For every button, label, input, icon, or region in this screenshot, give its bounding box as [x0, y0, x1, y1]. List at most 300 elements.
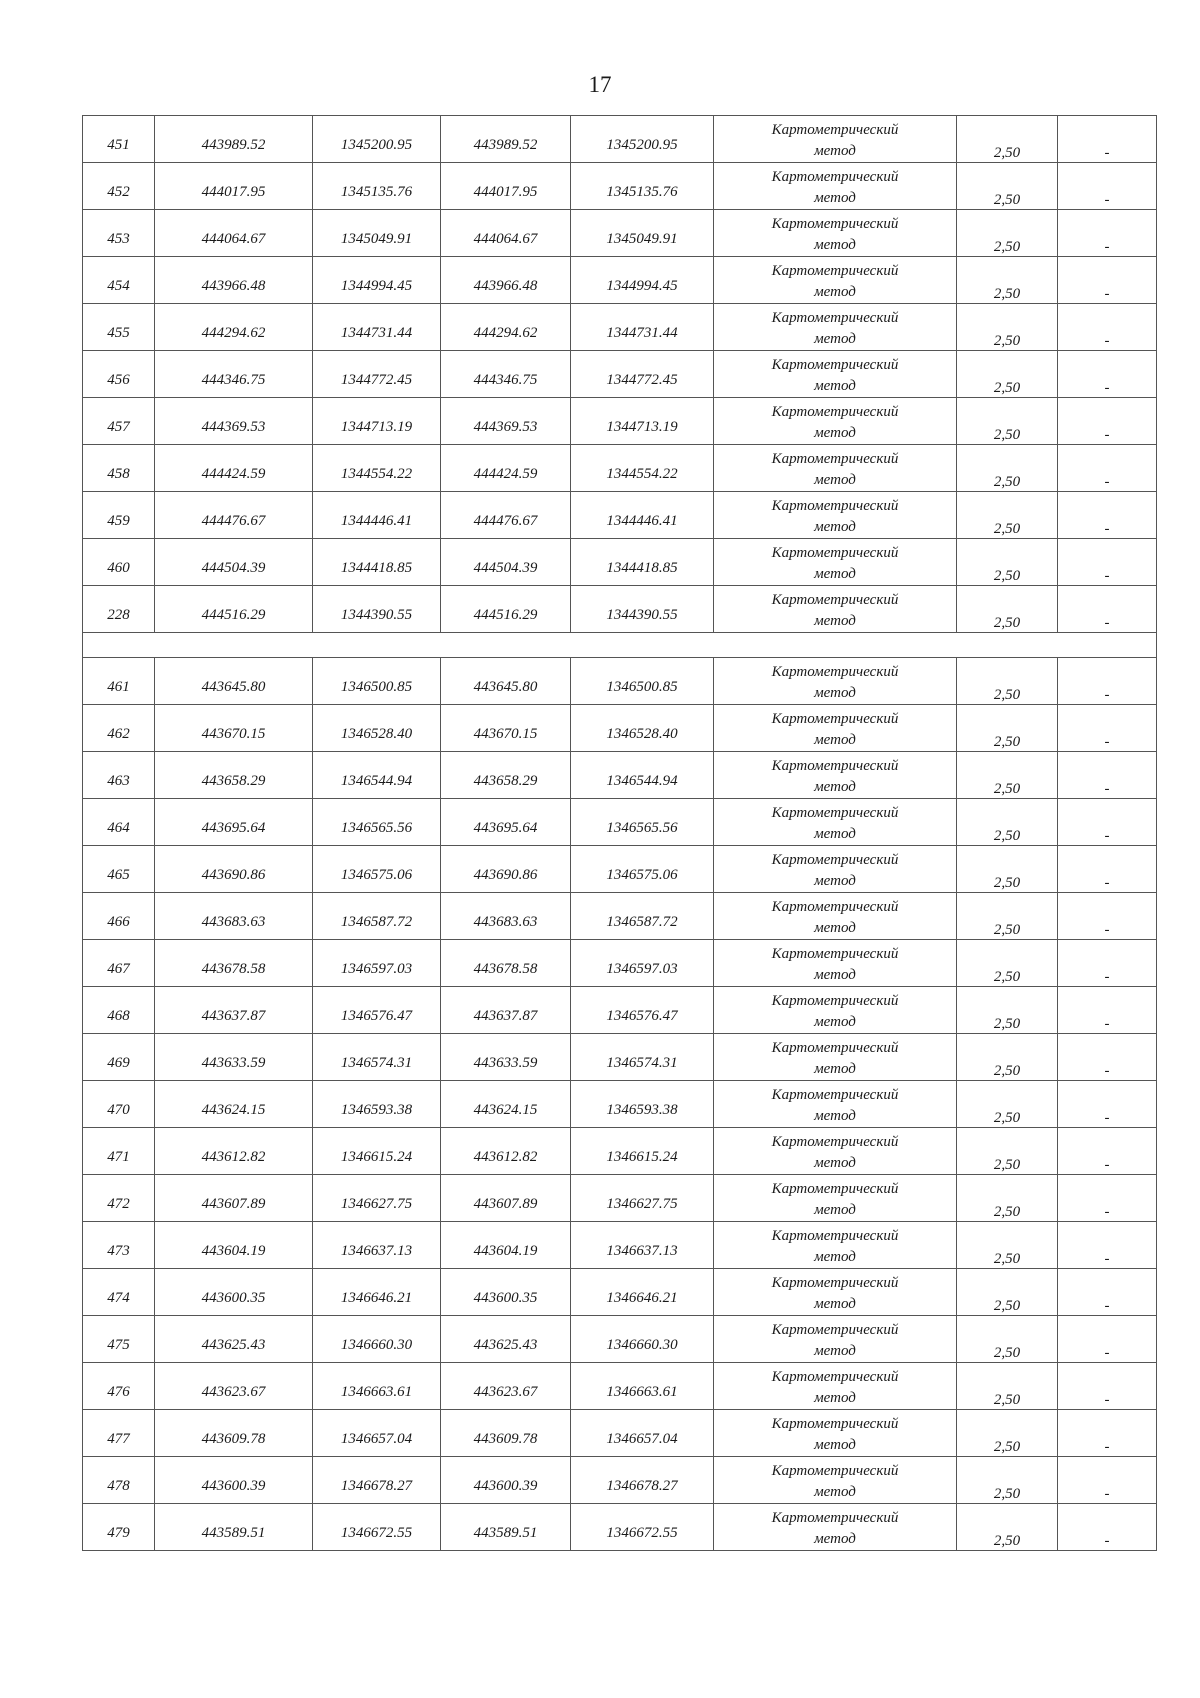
point-number-cell	[83, 1222, 155, 1269]
y-refined-cell-text: 1346576.47	[606, 1008, 678, 1024]
error-cell-text: 2,50	[993, 521, 1021, 537]
error-cell-text: 2,50	[993, 1533, 1021, 1549]
method-cell	[714, 1128, 957, 1175]
y-refined-cell	[571, 1269, 714, 1316]
y-existing-cell	[313, 492, 441, 539]
x-existing-cell-text: 443989.52	[201, 137, 266, 153]
x-existing-cell-text: 444017.95	[201, 184, 266, 200]
description-cell	[1058, 1222, 1157, 1269]
point-number-cell	[83, 987, 155, 1034]
error-cell-text: 2,50	[993, 568, 1021, 584]
description-cell	[1058, 705, 1157, 752]
y-existing-cell	[313, 1363, 441, 1410]
method-cell-text: Картометрический метод	[771, 169, 899, 206]
error-cell	[957, 1128, 1058, 1175]
x-refined-cell-text: 443989.52	[473, 137, 538, 153]
error-cell	[957, 987, 1058, 1034]
x-refined-cell	[441, 1363, 571, 1410]
x-refined-cell	[441, 492, 571, 539]
method-cell	[714, 398, 957, 445]
error-cell-text: 2,50	[993, 1251, 1021, 1267]
y-existing-cell	[313, 893, 441, 940]
y-refined-cell	[571, 539, 714, 586]
point-number-cell-text: 473	[107, 1243, 130, 1259]
table-row	[83, 163, 1157, 210]
y-refined-cell	[571, 893, 714, 940]
y-refined-cell	[571, 1316, 714, 1363]
description-cell-text: -	[1104, 1204, 1110, 1220]
x-refined-cell-text: 443612.82	[473, 1149, 538, 1165]
y-refined-cell	[571, 846, 714, 893]
x-existing-cell	[155, 1081, 313, 1128]
description-cell	[1058, 940, 1157, 987]
method-cell	[714, 799, 957, 846]
error-cell	[957, 163, 1058, 210]
y-refined-cell	[571, 799, 714, 846]
point-number-cell	[83, 1128, 155, 1175]
y-refined-cell	[571, 586, 714, 633]
x-existing-cell	[155, 539, 313, 586]
point-number-cell	[83, 304, 155, 351]
point-number-cell	[83, 257, 155, 304]
x-existing-cell	[155, 799, 313, 846]
description-cell-text: -	[1104, 1345, 1110, 1361]
error-cell-text: 2,50	[993, 1157, 1021, 1173]
y-refined-cell-text: 1344418.85	[606, 560, 678, 576]
x-existing-cell-text: 443625.43	[201, 1337, 266, 1353]
y-refined-cell-text: 1346672.55	[606, 1525, 678, 1541]
point-number-cell	[83, 1269, 155, 1316]
x-refined-cell-text: 443623.67	[473, 1384, 538, 1400]
table-row	[83, 398, 1157, 445]
table-row	[83, 846, 1157, 893]
y-refined-cell	[571, 1457, 714, 1504]
point-number-cell-text: 459	[107, 513, 130, 529]
point-number-cell-text: 463	[107, 773, 130, 789]
x-refined-cell-text: 443670.15	[473, 726, 538, 742]
x-refined-cell-text: 444424.59	[473, 466, 538, 482]
point-number-cell	[83, 752, 155, 799]
y-existing-cell-text: 1346597.03	[340, 961, 413, 977]
point-number-cell-text: 456	[107, 372, 130, 388]
x-refined-cell-text: 443607.89	[473, 1196, 538, 1212]
point-number-cell	[83, 539, 155, 586]
y-refined-cell-text: 1345200.95	[606, 137, 678, 153]
point-number-cell	[83, 586, 155, 633]
error-cell	[957, 586, 1058, 633]
x-refined-cell	[441, 539, 571, 586]
point-number-cell	[83, 1034, 155, 1081]
x-existing-cell-text: 444294.62	[201, 325, 266, 341]
x-refined-cell-text: 443633.59	[473, 1055, 538, 1071]
y-existing-cell-text: 1346637.13	[340, 1243, 413, 1259]
y-existing-cell	[313, 1081, 441, 1128]
y-existing-cell	[313, 210, 441, 257]
x-refined-cell-text: 443604.19	[473, 1243, 538, 1259]
table-row	[83, 586, 1157, 633]
table-row	[83, 1081, 1157, 1128]
section-separator-cell	[83, 633, 1157, 658]
y-existing-cell-text: 1346660.30	[340, 1337, 413, 1353]
x-existing-cell	[155, 1316, 313, 1363]
table-row	[83, 1034, 1157, 1081]
x-refined-cell-text: 444476.67	[473, 513, 538, 529]
x-refined-cell	[441, 1504, 571, 1551]
x-existing-cell-text: 444504.39	[201, 560, 266, 576]
table-row	[83, 539, 1157, 586]
error-cell-text: 2,50	[993, 734, 1021, 750]
y-existing-cell	[313, 586, 441, 633]
y-existing-cell-text: 1346657.04	[340, 1431, 413, 1447]
y-refined-cell	[571, 351, 714, 398]
y-refined-cell-text: 1346575.06	[606, 867, 678, 883]
point-number-cell	[83, 1457, 155, 1504]
method-cell	[714, 351, 957, 398]
error-cell	[957, 799, 1058, 846]
y-refined-cell-text: 1346663.61	[606, 1384, 678, 1400]
method-cell	[714, 987, 957, 1034]
description-cell-text: -	[1104, 875, 1110, 891]
point-number-cell-text: 451	[107, 137, 130, 153]
x-refined-cell	[441, 116, 571, 163]
y-refined-cell-text: 1344731.44	[606, 325, 678, 341]
x-existing-cell	[155, 1128, 313, 1175]
table-row	[83, 658, 1157, 705]
x-refined-cell	[441, 1034, 571, 1081]
method-cell-text: Картометрический метод	[771, 1369, 899, 1406]
x-refined-cell-text: 443589.51	[473, 1525, 538, 1541]
x-existing-cell-text: 443690.86	[201, 867, 266, 883]
table-row	[83, 705, 1157, 752]
error-cell-text: 2,50	[993, 875, 1021, 891]
description-cell	[1058, 1175, 1157, 1222]
description-cell	[1058, 1504, 1157, 1551]
point-number-cell-text: 475	[107, 1337, 130, 1353]
error-cell	[957, 445, 1058, 492]
x-refined-cell	[441, 351, 571, 398]
description-cell	[1058, 445, 1157, 492]
error-cell-text: 2,50	[993, 1345, 1021, 1361]
x-existing-cell	[155, 210, 313, 257]
y-refined-cell	[571, 658, 714, 705]
y-existing-cell	[313, 304, 441, 351]
x-existing-cell-text: 444346.75	[201, 372, 266, 388]
method-cell-text: Картометрический метод	[771, 946, 899, 983]
method-cell-text: Картометрический метод	[771, 404, 899, 441]
table-row	[83, 1316, 1157, 1363]
y-existing-cell-text: 1344994.45	[340, 278, 413, 294]
error-cell	[957, 752, 1058, 799]
y-existing-cell-text: 1346672.55	[340, 1525, 413, 1541]
table-row	[83, 492, 1157, 539]
description-cell-text: -	[1104, 1016, 1110, 1032]
error-cell-text: 2,50	[993, 1392, 1021, 1408]
x-refined-cell-text: 443625.43	[473, 1337, 538, 1353]
error-cell	[957, 398, 1058, 445]
point-number-cell	[83, 1316, 155, 1363]
x-existing-cell	[155, 705, 313, 752]
y-existing-cell-text: 1346678.27	[340, 1478, 413, 1494]
x-existing-cell-text: 443633.59	[201, 1055, 266, 1071]
x-refined-cell	[441, 987, 571, 1034]
x-existing-cell	[155, 163, 313, 210]
table-row	[83, 1504, 1157, 1551]
method-cell-text: Картометрический метод	[771, 664, 899, 701]
x-existing-cell	[155, 492, 313, 539]
y-existing-cell	[313, 257, 441, 304]
x-refined-cell	[441, 1410, 571, 1457]
table-row	[83, 752, 1157, 799]
y-existing-cell-text: 1346528.40	[340, 726, 413, 742]
x-refined-cell	[441, 257, 571, 304]
table-row	[83, 987, 1157, 1034]
method-cell	[714, 940, 957, 987]
point-number-cell-text: 460	[107, 560, 130, 576]
y-refined-cell	[571, 705, 714, 752]
y-existing-cell	[313, 1457, 441, 1504]
description-cell	[1058, 1457, 1157, 1504]
x-existing-cell	[155, 398, 313, 445]
description-cell-text: -	[1104, 1110, 1110, 1126]
y-refined-cell-text: 1346660.30	[606, 1337, 678, 1353]
y-existing-cell	[313, 1504, 441, 1551]
method-cell	[714, 1363, 957, 1410]
description-cell	[1058, 799, 1157, 846]
y-refined-cell-text: 1344390.55	[606, 607, 678, 623]
y-existing-cell-text: 1346615.24	[340, 1149, 413, 1165]
y-existing-cell	[313, 799, 441, 846]
description-cell-text: -	[1104, 1298, 1110, 1314]
y-existing-cell	[313, 1410, 441, 1457]
error-cell-text: 2,50	[993, 1204, 1021, 1220]
x-refined-cell-text: 443658.29	[473, 773, 538, 789]
y-existing-cell-text: 1346587.72	[340, 914, 413, 930]
point-number-cell-text: 455	[107, 325, 130, 341]
x-existing-cell-text: 443607.89	[201, 1196, 266, 1212]
x-refined-cell-text: 444504.39	[473, 560, 538, 576]
y-refined-cell-text: 1346627.75	[606, 1196, 678, 1212]
y-existing-cell	[313, 1128, 441, 1175]
y-existing-cell-text: 1345049.91	[340, 231, 413, 247]
x-existing-cell-text: 444516.29	[201, 607, 266, 623]
y-refined-cell	[571, 257, 714, 304]
point-number-cell	[83, 846, 155, 893]
y-existing-cell-text: 1346663.61	[340, 1384, 413, 1400]
y-existing-cell-text: 1346574.31	[340, 1055, 413, 1071]
point-number-cell-text: 472	[107, 1196, 130, 1212]
point-number-cell-text: 478	[107, 1478, 130, 1494]
error-cell	[957, 1034, 1058, 1081]
description-cell	[1058, 1034, 1157, 1081]
x-refined-cell	[441, 304, 571, 351]
description-cell-text: -	[1104, 192, 1110, 208]
y-refined-cell	[571, 304, 714, 351]
y-refined-cell-text: 1344554.22	[606, 466, 678, 482]
x-refined-cell-text: 443645.80	[473, 679, 538, 695]
x-refined-cell-text: 443600.39	[473, 1478, 538, 1494]
x-refined-cell	[441, 1457, 571, 1504]
y-refined-cell-text: 1344713.19	[606, 419, 678, 435]
description-cell	[1058, 1316, 1157, 1363]
x-refined-cell	[441, 586, 571, 633]
y-existing-cell-text: 1346627.75	[340, 1196, 413, 1212]
method-cell-text: Картометрический метод	[771, 1181, 899, 1218]
table-row	[83, 1269, 1157, 1316]
y-existing-cell-text: 1346565.56	[340, 820, 413, 836]
error-cell-text: 2,50	[993, 687, 1021, 703]
point-number-cell-text: 471	[107, 1149, 130, 1165]
error-cell-text: 2,50	[993, 1298, 1021, 1314]
description-cell	[1058, 492, 1157, 539]
point-number-cell	[83, 445, 155, 492]
point-number-cell	[83, 1081, 155, 1128]
error-cell	[957, 1363, 1058, 1410]
y-refined-cell-text: 1346646.21	[606, 1290, 678, 1306]
point-number-cell-text: 228	[107, 607, 130, 623]
point-number-cell	[83, 116, 155, 163]
error-cell	[957, 1222, 1058, 1269]
y-refined-cell-text: 1344772.45	[606, 372, 678, 388]
error-cell	[957, 1081, 1058, 1128]
point-number-cell-text: 467	[107, 961, 130, 977]
error-cell-text: 2,50	[993, 1486, 1021, 1502]
table-row	[83, 116, 1157, 163]
y-refined-cell-text: 1346657.04	[606, 1431, 678, 1447]
description-cell-text: -	[1104, 969, 1110, 985]
x-existing-cell-text: 443612.82	[201, 1149, 266, 1165]
description-cell-text: -	[1104, 1392, 1110, 1408]
point-number-cell-text: 476	[107, 1384, 130, 1400]
point-number-cell	[83, 940, 155, 987]
x-existing-cell	[155, 586, 313, 633]
y-existing-cell-text: 1344731.44	[340, 325, 413, 341]
y-existing-cell	[313, 1316, 441, 1363]
x-existing-cell	[155, 351, 313, 398]
error-cell	[957, 705, 1058, 752]
table-row	[83, 1363, 1157, 1410]
method-cell-text: Картометрический метод	[771, 310, 899, 347]
x-existing-cell	[155, 304, 313, 351]
description-cell	[1058, 539, 1157, 586]
x-existing-cell	[155, 752, 313, 799]
y-refined-cell-text: 1346528.40	[606, 726, 678, 742]
point-number-cell	[83, 492, 155, 539]
x-refined-cell-text: 444064.67	[473, 231, 538, 247]
section-separator-row	[83, 633, 1157, 658]
error-cell	[957, 539, 1058, 586]
method-cell	[714, 1410, 957, 1457]
error-cell	[957, 1410, 1058, 1457]
point-number-cell-text: 479	[107, 1525, 130, 1541]
point-number-cell	[83, 1175, 155, 1222]
y-existing-cell	[313, 1034, 441, 1081]
y-refined-cell	[571, 752, 714, 799]
description-cell-text: -	[1104, 333, 1110, 349]
method-cell	[714, 705, 957, 752]
method-cell-text: Картометрический метод	[771, 545, 899, 582]
x-existing-cell	[155, 1222, 313, 1269]
description-cell	[1058, 987, 1157, 1034]
y-refined-cell-text: 1345049.91	[606, 231, 678, 247]
description-cell-text: -	[1104, 687, 1110, 703]
x-refined-cell	[441, 1128, 571, 1175]
x-refined-cell-text: 443600.35	[473, 1290, 538, 1306]
table-row	[83, 210, 1157, 257]
method-cell	[714, 163, 957, 210]
description-cell	[1058, 1410, 1157, 1457]
method-cell-text: Картометрический метод	[771, 758, 899, 795]
description-cell	[1058, 304, 1157, 351]
table-row	[83, 1128, 1157, 1175]
x-refined-cell-text: 443690.86	[473, 867, 538, 883]
x-existing-cell	[155, 940, 313, 987]
error-cell	[957, 846, 1058, 893]
point-number-cell	[83, 163, 155, 210]
x-refined-cell-text: 443637.87	[473, 1008, 538, 1024]
y-existing-cell-text: 1344446.41	[340, 513, 413, 529]
description-cell	[1058, 1363, 1157, 1410]
y-existing-cell	[313, 1222, 441, 1269]
error-cell	[957, 257, 1058, 304]
description-cell	[1058, 1269, 1157, 1316]
error-cell-text: 2,50	[993, 474, 1021, 490]
x-existing-cell	[155, 1457, 313, 1504]
table-row	[83, 1410, 1157, 1457]
y-existing-cell-text: 1346593.38	[340, 1102, 413, 1118]
description-cell	[1058, 846, 1157, 893]
y-existing-cell-text: 1344390.55	[340, 607, 413, 623]
method-cell-text: Картометрический метод	[771, 122, 899, 159]
description-cell	[1058, 658, 1157, 705]
description-cell	[1058, 257, 1157, 304]
y-existing-cell-text: 1345200.95	[340, 137, 413, 153]
method-cell-text: Картометрический метод	[771, 711, 899, 748]
x-existing-cell-text: 443683.63	[201, 914, 266, 930]
error-cell-text: 2,50	[993, 145, 1021, 161]
point-number-cell-text: 464	[107, 820, 130, 836]
point-number-cell	[83, 705, 155, 752]
y-existing-cell-text: 1346544.94	[340, 773, 413, 789]
error-cell-text: 2,50	[993, 286, 1021, 302]
error-cell-text: 2,50	[993, 333, 1021, 349]
error-cell-text: 2,50	[993, 969, 1021, 985]
error-cell-text: 2,50	[993, 1110, 1021, 1126]
description-cell-text: -	[1104, 286, 1110, 302]
x-refined-cell	[441, 846, 571, 893]
y-existing-cell	[313, 846, 441, 893]
y-refined-cell	[571, 987, 714, 1034]
point-number-cell-text: 470	[107, 1102, 130, 1118]
method-cell	[714, 1034, 957, 1081]
error-cell-text: 2,50	[993, 239, 1021, 255]
method-cell	[714, 1222, 957, 1269]
point-number-cell	[83, 351, 155, 398]
x-refined-cell-text: 443966.48	[473, 278, 538, 294]
method-cell-text: Картометрический метод	[771, 498, 899, 535]
point-number-cell-text: 453	[107, 231, 130, 247]
table-row	[83, 940, 1157, 987]
error-cell	[957, 893, 1058, 940]
x-existing-cell-text: 443637.87	[201, 1008, 266, 1024]
description-cell-text: -	[1104, 1157, 1110, 1173]
y-refined-cell	[571, 940, 714, 987]
y-refined-cell	[571, 1081, 714, 1128]
y-existing-cell	[313, 752, 441, 799]
y-existing-cell	[313, 1269, 441, 1316]
method-cell	[714, 1504, 957, 1551]
x-existing-cell-text: 443678.58	[201, 961, 266, 977]
table-row	[83, 1222, 1157, 1269]
